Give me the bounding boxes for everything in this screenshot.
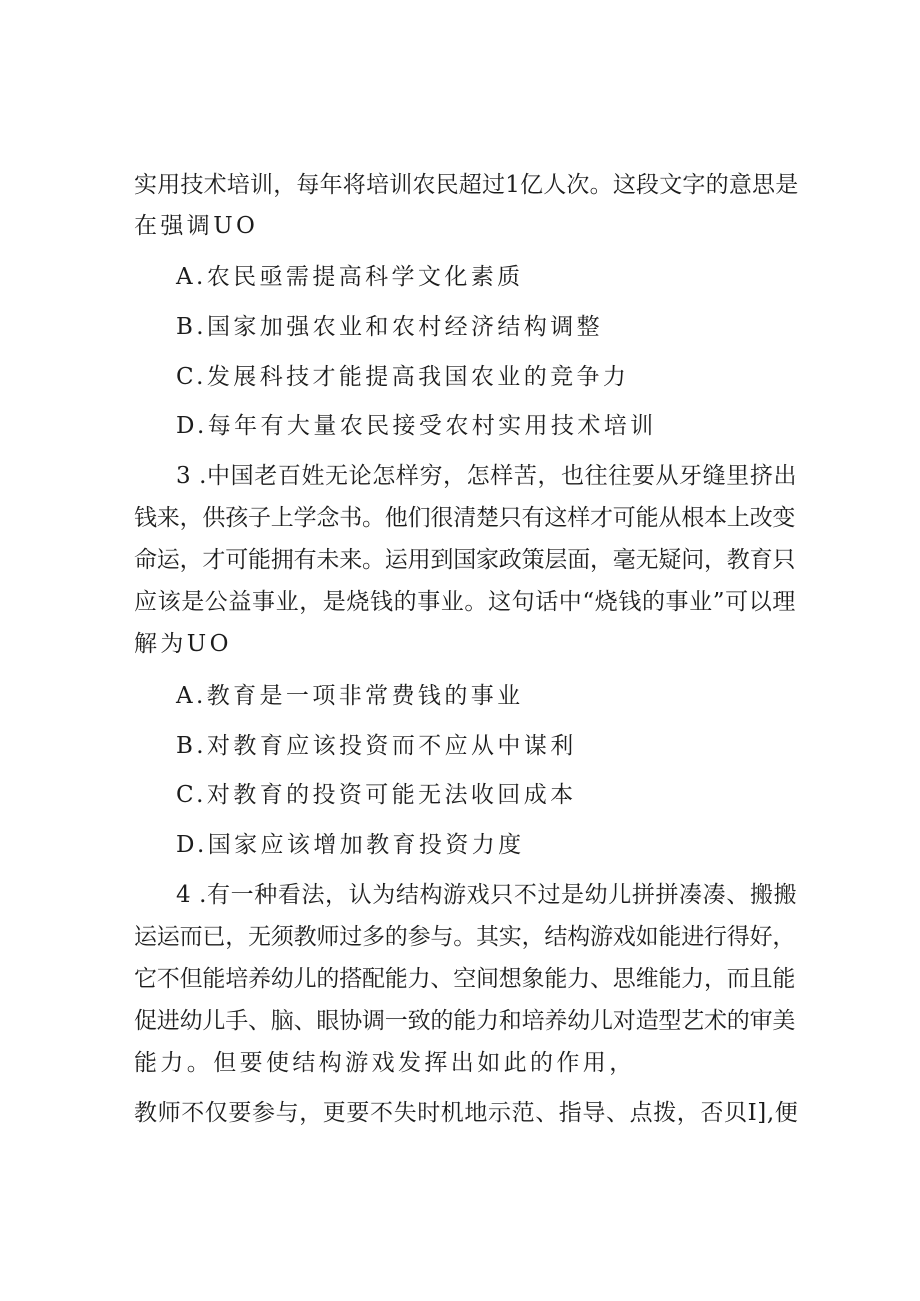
q2-stem-line-2: 在强调UO [134,213,259,239]
q3-stem-line-1: 3 .中国老百姓无论怎样穷，怎样苦，也往往要从牙缝里挤出 [176,463,798,489]
q4-stem-line-2: 运运而已，无须教师过多的参与。其实，结构游戏如能进行得好， [134,924,796,950]
q3-stem-line-5: 解为UO [134,631,232,657]
q3-stem-line-2: 钱来，供孩子上学念书。他们很清楚只有这样才可能从根本上改变 [134,505,796,531]
q2-option-c: C.发展科技才能提高我国农业的竞争力 [176,364,630,390]
q2-option-b: B.国家加强农业和农村经济结构调整 [176,314,604,340]
q4-stem-line-1: 4 .有一种看法，认为结构游戏只不过是幼儿拼拼凑凑、搬搬 [176,882,798,908]
q2-option-a: A.农民亟需提高科学文化素质 [176,264,524,290]
q3-option-c: C.对教育的投资可能无法收回成本 [176,782,577,808]
q4-stem-line-3: 它不但能培养幼儿的搭配能力、空间想象能力、思维能力，而且能 [134,966,796,992]
q4-stem-line-4: 促进幼儿手、脑、眼协调一致的能力和培养幼儿对造型艺术的审美 [134,1008,796,1034]
q3-stem-line-3: 命运，才可能拥有未来。运用到国家政策层面，毫无疑问，教育只 [134,547,796,573]
q4-stem-line-5: 能力。但要使结构游戏发挥出如此的作用， [134,1050,636,1076]
q2-option-d: D.每年有大量农民接受农村实用技术培训 [176,413,657,439]
q3-stem-line-4: 应该是公益事业，是烧钱的事业。这句话中“烧钱的事业”可以理 [134,589,796,615]
q2-stem-line-1: 实用技术培训，每年将培训农民超过1亿人次。这段文字的意思是 [134,172,799,198]
q3-option-b: B.对教育应该投资而不应从中谋利 [176,733,577,759]
q3-option-a: A.教育是一项非常费钱的事业 [176,683,524,709]
q4-stem-line-6: 教师不仅要参与，更要不失时机地示范、指导、点拨，否贝I],便 [134,1100,799,1126]
q3-option-d: D.国家应该增加教育投资力度 [176,832,525,858]
